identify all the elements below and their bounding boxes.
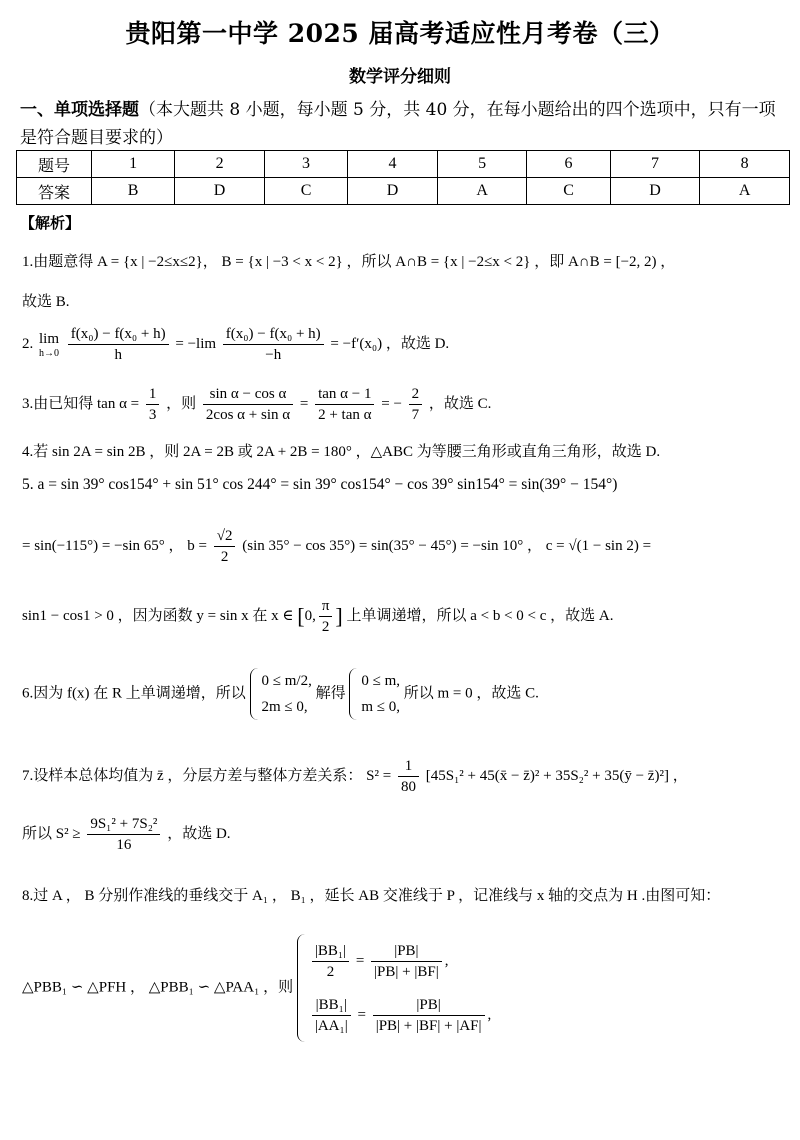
text-run: 0 ≤ m, xyxy=(361,673,400,689)
operator: = −lim xyxy=(175,335,217,352)
table-cell: 8 xyxy=(700,151,790,178)
text-run: S² = xyxy=(366,767,392,784)
text-run: 0 ≤ m/2, xyxy=(261,673,312,689)
fraction: $\frac{1}{80}$ xyxy=(398,756,419,797)
table-cell: 4 xyxy=(348,151,438,178)
row-header-number: 题号 xyxy=(17,151,92,178)
answer-table xyxy=(16,150,790,205)
table-cell: C xyxy=(264,178,347,205)
table-cell: B xyxy=(92,178,175,205)
equation-system xyxy=(297,934,491,1042)
lim-text: lim xyxy=(39,330,60,347)
fraction: $\frac{\pi}{2}$ xyxy=(319,596,333,637)
table-cell: C xyxy=(527,178,610,205)
equation-system xyxy=(250,668,312,720)
text-run: (sin 35° − cos 35°) = sin(35° − 45°) = −sin 10° ， c = √(1 − sin 2) = xyxy=(242,537,652,554)
text-run: = sin(−115°) = −sin 65° ， b = xyxy=(22,537,207,554)
row-header-answer: 答案 xyxy=(17,178,92,205)
solution-5-line-1: 5. a = sin 39° cos154° + sin 51° cos 244° = sin 39° cos154° − cos 39° sin154° = sin(39° − 154°) xyxy=(22,476,618,493)
solution-1-line-2: 故选 B. xyxy=(22,294,70,310)
table-cell: 6 xyxy=(527,151,610,178)
solution-2 xyxy=(22,324,449,365)
table-cell: 1 xyxy=(92,151,175,178)
fraction: $\frac{|PB|}{|PB| + |BF| + |AF|}$ xyxy=(373,995,485,1036)
text-run: 7.设样本总体均值为 z̄ ，分层方差与整体方差关系： xyxy=(22,767,363,784)
table-cell: D xyxy=(610,178,700,205)
solution-7-line-2 xyxy=(22,814,231,855)
solution-number: 2. xyxy=(22,335,34,352)
table-row xyxy=(17,151,790,178)
section-heading xyxy=(20,96,790,152)
fraction: $\frac{√2}{2}$ xyxy=(214,526,236,567)
solution-5-line-2 xyxy=(22,526,651,567)
table-cell: 7 xyxy=(610,151,700,178)
fraction: $\frac{\text{sin α − cos α}}{\text{2cos α + sin α}}$ xyxy=(203,384,293,425)
text-run: 6.因为 f(x) 在 R 上单调递增，所以 xyxy=(22,685,246,702)
table-row xyxy=(17,178,790,205)
solution-5-line-3 xyxy=(22,596,614,637)
solution-4: 4.若 sin 2A = sin 2B ，则 2A = 2B 或 2A + 2B = 180° ，△ABC 为等腰三角形或直角三角形，故选 D. xyxy=(22,444,661,460)
bracket: ] xyxy=(335,603,343,629)
equation-system xyxy=(349,668,400,720)
text-run: ，故选 C. xyxy=(428,395,492,412)
table-cell: A xyxy=(700,178,790,205)
bracket: [ xyxy=(297,603,305,629)
solution-1-line-1: 1.由题意得 A = {x | −2≤x≤2}， B = {x | −3 < x < 2} ，所以 A∩B = {x | −2≤x < 2} ，即 A∩B = [−2, 2) ， xyxy=(22,254,676,270)
table-cell: D xyxy=(348,178,438,205)
fraction: $\frac{\text{|BB₁|}}{\text{|AA₁|}}$ xyxy=(312,995,351,1036)
text-run: △PBB₁ ∽ △PFH ， △PBB₁ ∽ △PAA₁ ，则 xyxy=(22,979,294,996)
solution-3 xyxy=(22,384,491,425)
text-run: m ≤ 0, xyxy=(361,699,400,715)
text-run: 所以 m = 0 ，故选 C. xyxy=(403,685,539,702)
brace-icon xyxy=(250,668,261,720)
solution-7-line-1 xyxy=(22,756,688,797)
table-cell: A xyxy=(437,178,527,205)
lim-condition: h→0 xyxy=(39,347,59,359)
text-run: 3.由已知得 tan α = xyxy=(22,395,140,412)
fraction: $\frac{2}{7}$ xyxy=(409,384,423,425)
table-cell: 5 xyxy=(437,151,527,178)
text-run: 解得 xyxy=(315,685,346,702)
section-label: 一、单项选择题 xyxy=(20,100,139,120)
analysis-label: 【解析】 xyxy=(20,214,81,232)
text-run: ，故选 D. xyxy=(167,825,231,842)
solution-conclusion: = −f′(x₀) ，故选 D. xyxy=(330,335,450,352)
text-run: $\frac{\text{|BB₁|}}{2}$ = $\frac{|PB|}{|PB| + |BF|}$ , xyxy=(309,934,491,988)
text-run: $\frac{\text{|BB₁|}}{\text{|AA₁|}}$ = $\frac{|PB|}{|PB| + |BF| + |AF|}$ , xyxy=(309,988,491,1042)
text-run: = − xyxy=(381,395,402,412)
text-run: = xyxy=(299,395,309,412)
section-description: （本大题共 8 小题，每小题 5 分，共 40 分，在每小题给出的四个选项中，只有一项是符合题目要求的） xyxy=(20,100,776,148)
page-title: 贵阳第一中学 2025 届高考适应性月考卷（三） xyxy=(125,19,675,48)
fraction: $\frac{\text{|BB₁|}}{2}$ xyxy=(312,941,349,982)
solution-8-line-2 xyxy=(22,934,491,1042)
solution-8-line-1: 8.过 A ， B 分别作准线的垂线交于 A₁ ， B₁ ，延长 AB 交准线于 P ，记准线与 x 轴的交点为 H .由图可知： xyxy=(22,888,721,904)
fraction: $\frac{\text{tan α − 1}}{\text{2 + tan α}}$ xyxy=(315,384,374,425)
fraction: $\frac{1}{3}$ xyxy=(146,384,160,425)
text-run: 所以 S² ≥ xyxy=(22,825,81,842)
text-run: ，则 xyxy=(166,395,197,412)
table-cell: 3 xyxy=(264,151,347,178)
text-run: 0, xyxy=(304,607,316,624)
text-run: [45S₁² + 45(x̄ − z̄)² + 35S₂² + 35(ȳ − z̄)²] ， xyxy=(425,767,688,784)
table-cell: D xyxy=(175,178,265,205)
limit-operator xyxy=(39,330,59,360)
fraction: $\frac{\text{f(x₀) − f(x₀ + h)}}{-h}$ xyxy=(223,324,324,365)
text-run: 上单调递增，所以 a < b < 0 < c ，故选 A. xyxy=(346,607,614,624)
brace-icon xyxy=(349,668,360,720)
fraction: $\frac{|PB|}{|PB| + |BF|}$ xyxy=(371,941,442,982)
text-run: sin1 − cos1 > 0 ，因为函数 y = sin x 在 x ∈ xyxy=(22,607,294,624)
table-cell: 2 xyxy=(175,151,265,178)
page-subtitle: 数学评分细则 xyxy=(349,67,451,87)
fraction: $\frac{\text{9S₁² + 7S₂²}}{16}$ xyxy=(87,814,160,855)
fraction: $\frac{\text{f(x₀) − f(x₀ + h)}}{h}$ xyxy=(68,324,169,365)
solution-6 xyxy=(22,668,539,720)
brace-icon xyxy=(297,934,308,1042)
text-run: 2m ≤ 0, xyxy=(261,699,308,715)
